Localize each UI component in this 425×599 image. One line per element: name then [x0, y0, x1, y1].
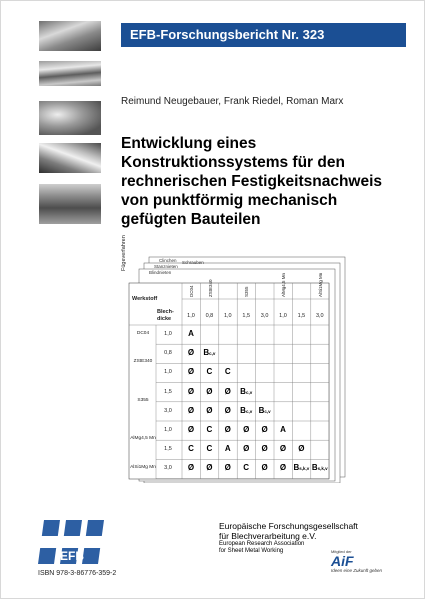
row-thickness: 1,0: [164, 369, 172, 376]
efb-logo: [38, 520, 106, 564]
title-line: rechnerischen Festigkeitsnachweis: [121, 173, 383, 190]
matrix-cell: A: [280, 425, 286, 434]
layer-label: Clinchen: [159, 258, 177, 263]
report-title: [121, 134, 411, 229]
layer-label: Stanznieten: [154, 264, 178, 269]
column-material-header: AlMg4,5 Mn: [281, 272, 287, 297]
row-thickness: 1,5: [164, 388, 172, 395]
layer-label: Schrauben: [182, 260, 204, 265]
column-material-header: ZStE340: [207, 279, 213, 297]
matrix-cell: Ø: [187, 463, 195, 473]
matrix-cell: Bc,v: [258, 405, 271, 415]
matrix-cell: Bs,k,v: [311, 463, 328, 473]
authors: Reimund Neugebauer, Frank Riedel, Roman Marx: [121, 96, 344, 107]
column-thickness: 1,0: [187, 313, 195, 319]
material-label: Werkstoff: [132, 296, 158, 302]
row-material-label: AlMg4,5 Mn: [130, 436, 156, 442]
matrix-cell: Ø: [279, 463, 287, 473]
matrix-cell: C: [188, 444, 194, 454]
column-material-header: S355: [244, 286, 250, 297]
row-material-label: ZStE340: [133, 359, 153, 365]
matrix-cell: Ø: [261, 425, 268, 434]
matrix-cell: Ø: [298, 444, 305, 454]
photo-thumbnail: [39, 143, 101, 173]
column-thickness: 1,0: [223, 313, 232, 319]
matrix-cell: Ø: [206, 386, 213, 396]
matrix-cell: Ø: [224, 386, 231, 396]
row-thickness: 1,0: [164, 427, 172, 433]
matrix-cell: Ø: [224, 425, 231, 434]
matrix-cell: C: [224, 367, 231, 377]
matrix-cell: Ø: [187, 425, 195, 434]
efb-logo-text: EFB: [60, 549, 84, 563]
matrix-cell: Ø: [243, 425, 250, 434]
title-line: Entwicklung eines: [121, 135, 257, 152]
matrix-cell: Ø: [187, 348, 195, 358]
matrix-cell: Ø: [187, 386, 195, 396]
matrix-cell: Bc,v: [203, 348, 216, 358]
photo-thumbnail: [39, 21, 101, 51]
report-number-banner: EFB-Forschungsbericht Nr. 323: [121, 23, 406, 47]
title-line: Konstruktionssystems für den: [121, 154, 345, 171]
aif-wordmark: AiF: [331, 553, 354, 569]
row-thickness: 1,5: [164, 446, 172, 453]
publisher-name: Europäische Forschungsgesellschaft: [219, 521, 358, 531]
row-thickness: 3,0: [164, 465, 172, 472]
row-material-label: AlSi1Mg Mn: [130, 465, 156, 470]
row-thickness: 1,0: [164, 331, 172, 337]
column-thickness: 0,8: [205, 313, 214, 319]
matrix-cell: C: [243, 463, 250, 473]
publisher-name-en: European Research Association: [219, 541, 305, 547]
column-material-header: AlSi1Mg Mn: [318, 272, 323, 297]
column-thickness: 1,5: [297, 313, 306, 319]
column-thickness: 1,5: [242, 313, 251, 319]
matrix-cell: Bc,v: [240, 405, 253, 415]
matrix-cell: Ø: [206, 463, 213, 473]
matrix-cell: Ø: [206, 405, 213, 415]
matrix-cell: C: [206, 367, 213, 377]
matrix-cell: Ø: [279, 444, 287, 454]
title-line: von punktförmig mechanisch: [121, 192, 338, 209]
thickness-label: dicke: [157, 316, 172, 322]
joining-matrix-figure: [119, 235, 349, 483]
matrix-cell: Ø: [261, 444, 268, 454]
matrix-cell: Ø: [187, 367, 195, 377]
joining-method-axis-label: Fügeverfahren: [121, 235, 127, 271]
publisher-name-en: for Sheet Metal Working: [219, 548, 284, 554]
thickness-label: Blech-: [157, 309, 174, 315]
row-thickness: 3,0: [164, 407, 172, 414]
aif-member-text: Mitglied der: [331, 549, 352, 554]
matrix-cell: A: [188, 329, 194, 338]
aif-claim: Ideen eine Zukunft geben: [331, 568, 383, 573]
matrix-cell: Ø: [243, 444, 250, 454]
row-material-label: DC04: [136, 330, 150, 336]
isbn: ISBN 978-3-86776-359-2: [38, 570, 117, 577]
aif-logo: [331, 549, 401, 575]
photo-thumbnail: [39, 184, 101, 224]
matrix-cell: Bs,k,v: [293, 463, 310, 473]
row-thickness: 0,8: [164, 350, 172, 357]
matrix-cell: Ø: [224, 405, 231, 415]
photo-thumbnail: [39, 61, 101, 86]
column-thickness: 3,0: [260, 313, 269, 319]
row-material-label: S355: [137, 397, 149, 403]
matrix-cell: A: [224, 444, 231, 454]
matrix-cell: C: [206, 425, 213, 434]
column-thickness: 3,0: [315, 313, 324, 319]
matrix-cell: Ø: [224, 463, 231, 473]
matrix-cell: C: [206, 444, 213, 454]
photo-thumbnail: [39, 101, 101, 135]
column-material-header: DC04: [189, 285, 195, 297]
matrix-cell: Bc,v: [240, 386, 253, 396]
title-line: gefügten Bauteilen: [121, 211, 261, 228]
matrix-cell: Ø: [187, 405, 195, 415]
column-thickness: 1,0: [279, 313, 287, 319]
layer-label: Blindnieten: [149, 270, 172, 275]
matrix-cell: Ø: [261, 463, 268, 473]
publisher-name: für Blechverarbeitung e.V.: [219, 531, 317, 541]
